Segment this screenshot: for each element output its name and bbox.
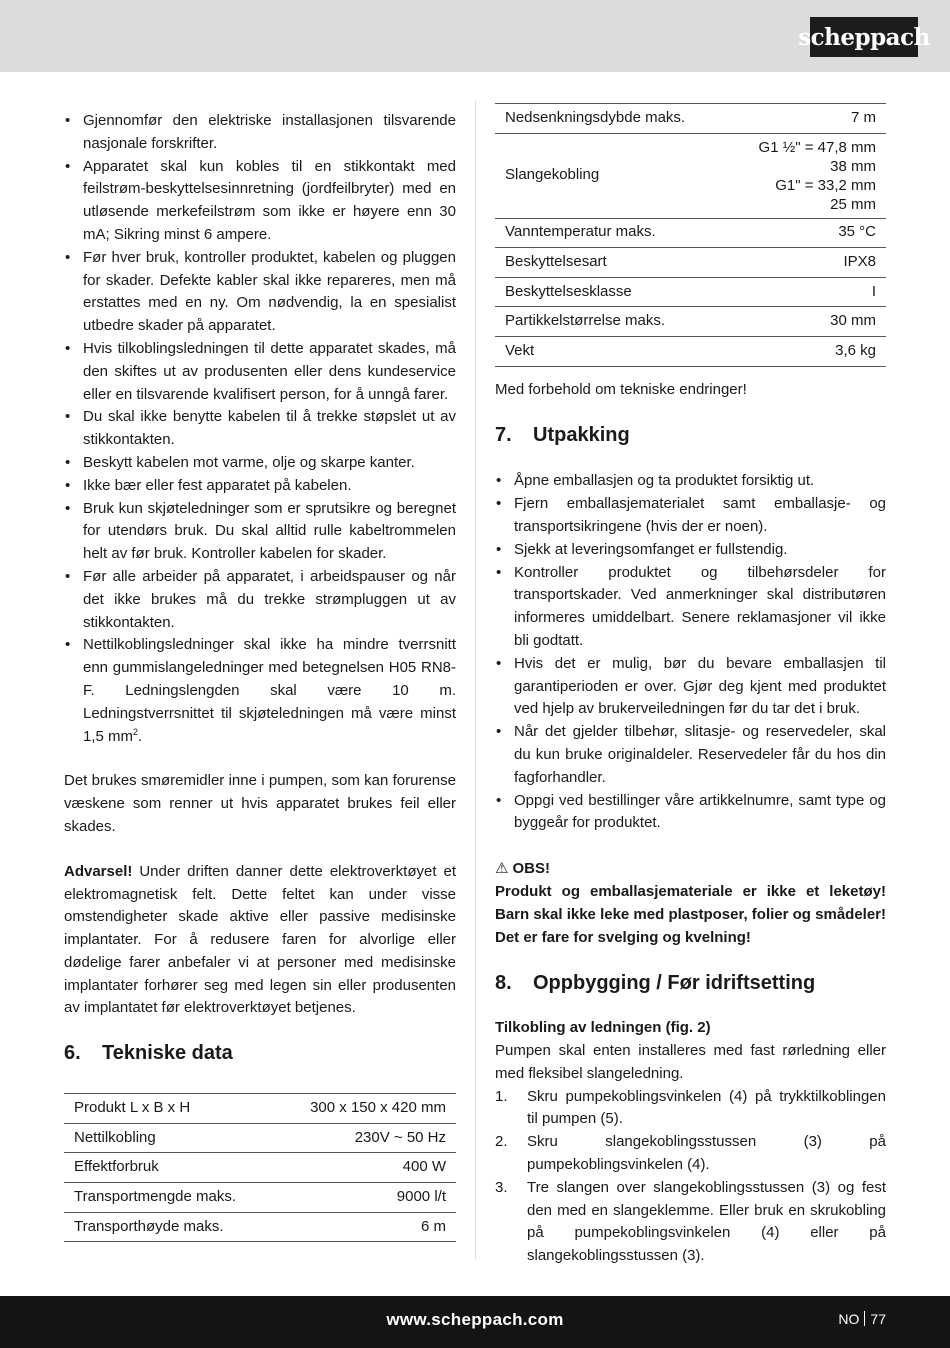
table-row bbox=[64, 1212, 456, 1242]
table-value: 9000 l/t bbox=[275, 1183, 456, 1213]
table-value: 400 W bbox=[275, 1153, 456, 1183]
step-number: 2. bbox=[495, 1133, 508, 1151]
list-item: • Før alle arbeider på apparatet, i arbeidspauser og når det ikke brukes må du trekke strømpluggen ut av stikkontakten. bbox=[64, 566, 456, 634]
table-value: I bbox=[727, 277, 886, 307]
list-item: • Ikke bær eller fest apparatet på kabelen. bbox=[64, 475, 456, 498]
hose-value-line: 38 mm bbox=[830, 157, 876, 175]
obs-heading bbox=[495, 857, 886, 881]
obs-text: Produkt og emballasjemateriale er ikke et leketøy! Barn skal ikke leke med plastposer, folier og smådeler! Det er fare for svelging og kvelning! bbox=[495, 882, 887, 946]
table-label: Transportmengde maks. bbox=[64, 1183, 275, 1213]
list-item bbox=[64, 634, 456, 748]
step-text: Skru slangekoblingsstussen (3) på pumpekoblingsvinkelen (4). bbox=[527, 1133, 886, 1174]
list-item: • Når det gjelder tilbehør, slitasje- og reservedeler, skal du kun bruke originaldeler. Reservedeler får du hos din fagforhandler. bbox=[495, 721, 886, 789]
unpacking-bullet-list bbox=[495, 470, 886, 835]
table-row bbox=[495, 277, 886, 307]
list-item: • Sjekk at leveringsomfanget er fullstendig. bbox=[495, 539, 886, 562]
list-item: • Du skal ikke benytte kabelen til å trekke støpslet ut av stikkontakten. bbox=[64, 406, 456, 452]
table-label: Vekt bbox=[495, 336, 727, 366]
hose-value-line: G1 ½" = 47,8 mm bbox=[758, 138, 876, 156]
page-separator bbox=[864, 1311, 865, 1326]
step-text: Tre slangen over slangekoblingsstussen (3) og fest den med en slangeklemme. Eller bruk en skrukobling på pumpekoblingsvinkelen (4) eller på slangekoblingsstussen (3). bbox=[527, 1178, 886, 1265]
warning-paragraph bbox=[64, 861, 456, 1021]
table-row bbox=[64, 1153, 456, 1183]
header-band bbox=[0, 0, 950, 72]
table-label: Nettilkobling bbox=[64, 1123, 275, 1153]
table-row bbox=[495, 218, 886, 248]
table-label: Transporthøyde maks. bbox=[64, 1212, 275, 1242]
table-value: 30 mm bbox=[727, 307, 886, 337]
table-label: Nedsenkningsdybde maks. bbox=[495, 104, 727, 134]
section-number: 6. bbox=[64, 1042, 81, 1065]
table-row bbox=[64, 1123, 456, 1153]
table-row bbox=[495, 336, 886, 366]
hose-value-line: G1" = 33,2 mm bbox=[775, 176, 876, 194]
table-label: Beskyttelsesklasse bbox=[495, 277, 727, 307]
step-list bbox=[495, 1086, 886, 1268]
list-item: • Før hver bruk, kontroller produktet, kabelen og pluggen for skader. Defekte kabler skal ikke repareres, men må erstattes med en ny. Om nødvendig, la en spesialist utbedre skader på apparatet. bbox=[64, 247, 456, 338]
page-number: 77 bbox=[870, 1311, 886, 1327]
list-item bbox=[495, 1086, 886, 1132]
section-number: 8. bbox=[495, 972, 512, 995]
list-item: • Hvis tilkoblingsledningen til dette apparatet skades, må den skiftes ut av produsenten eller dens kundeservice eller en tilsvarende kvalifisert person, for å unngå farer. bbox=[64, 338, 456, 406]
footer-band bbox=[0, 1296, 950, 1348]
list-item: • Hvis det er mulig, bør du bevare emballasjen til garantiperioden er over. Gjør deg kjent med produktet ved hjelp av brukerveiledningen før du tar det i bruk. bbox=[495, 653, 886, 721]
table-value: 3,6 kg bbox=[727, 336, 886, 366]
scheppach-logo: scheppach bbox=[810, 17, 918, 57]
section-title: Utpakking bbox=[533, 424, 630, 447]
reservation-note: Med forbehold om tekniske endringer! bbox=[495, 380, 747, 398]
list-item: • Oppgi ved bestillinger våre artikkelnumre, samt type og byggeår for produktet. bbox=[495, 790, 886, 836]
table-row bbox=[495, 133, 886, 218]
list-item: • Gjennomfør den elektriske installasjonen tilsvarende nasjonale forskrifter. bbox=[64, 110, 456, 156]
table-label: Beskyttelsesart bbox=[495, 248, 727, 278]
list-item bbox=[495, 1177, 886, 1268]
table-label: Slangekobling bbox=[495, 133, 727, 218]
section-6-heading bbox=[64, 1041, 456, 1065]
table-row bbox=[495, 104, 886, 134]
list-item: • Fjern emballasjematerialet samt emballasje- og transportsikringene (hvis der er noen). bbox=[495, 493, 886, 539]
table-label: Effektforbruk bbox=[64, 1153, 275, 1183]
list-item-text: Nettilkoblingsledninger skal ikke ha mindre tverrsnitt enn gummislangeledninger med betegnelsen H05 RN8-F. Ledningslengden skal være 10 m. Ledningstverrsnittet til skjøteledningen må være minst 1,5 mm bbox=[83, 636, 456, 745]
language-code: NO bbox=[838, 1311, 860, 1327]
right-column bbox=[495, 103, 886, 1268]
table-label: Produkt L x B x H bbox=[64, 1094, 275, 1124]
table-row bbox=[64, 1094, 456, 1124]
section-8-heading bbox=[495, 971, 886, 995]
tech-data-table-right bbox=[495, 103, 886, 367]
table-value: 6 m bbox=[275, 1212, 456, 1242]
list-item-end: . bbox=[138, 727, 143, 745]
left-column bbox=[64, 110, 456, 1242]
list-item: • Apparatet skal kun kobles til en stikkontakt med feilstrøm-beskyttelsesinnretning (jordfeilbryter) med en utløsende merkefeilstrøm som ikke er høyere enn 30 mA; Sikring minst 6 ampere. bbox=[64, 156, 456, 247]
list-item: • Beskytt kabelen mot varme, olje og skarpe kanter. bbox=[64, 452, 456, 475]
safety-bullet-list bbox=[64, 110, 456, 748]
table-value: 7 m bbox=[727, 104, 886, 134]
hose-value-line: 25 mm bbox=[830, 195, 876, 213]
section-title: Oppbygging / Før idriftsetting bbox=[533, 972, 816, 995]
table-value: 230V ~ 50 Hz bbox=[275, 1123, 456, 1153]
section-7-heading bbox=[495, 423, 886, 447]
tech-data-table-left bbox=[64, 1093, 456, 1242]
warning-label: Advarsel! bbox=[64, 862, 133, 880]
step-number: 1. bbox=[495, 1087, 508, 1105]
table-row bbox=[64, 1183, 456, 1213]
section-number: 7. bbox=[495, 424, 512, 447]
sub-heading: Tilkobling av ledningen (fig. 2) bbox=[495, 1019, 711, 1037]
column-divider bbox=[475, 100, 476, 1260]
warning-triangle-icon: ⚠ bbox=[495, 859, 509, 878]
table-label: Partikkelstørrelse maks. bbox=[495, 307, 727, 337]
intro-paragraph: Pumpen skal enten installeres med fast rørledning eller med fleksibel slangeledning. bbox=[495, 1042, 886, 1082]
table-value: 35 °C bbox=[727, 218, 886, 248]
step-number: 3. bbox=[495, 1178, 508, 1196]
list-item bbox=[495, 1131, 886, 1177]
page-indicator bbox=[838, 1311, 886, 1327]
warning-text: Under driften danner dette elektroverktøyet et elektromagnetisk felt. Dette feltet kan under visse omstendigheter skade aktive eller passive medisinske implantater. For å redusere faren for alvorlige eller dødelige farer anbefaler vi at personer med medisinske implantater forhører seg med legen sin eller produsenten av implantatet før elektroverktøyet betjenes. bbox=[64, 862, 456, 1017]
table-row bbox=[495, 248, 886, 278]
footer-url: www.scheppach.com bbox=[386, 1310, 564, 1329]
table-label: Vanntemperatur maks. bbox=[495, 218, 727, 248]
table-value bbox=[727, 133, 886, 218]
table-value: IPX8 bbox=[727, 248, 886, 278]
step-text: Skru pumpekoblingsvinkelen (4) på trykktilkoblingen til pumpen (5). bbox=[527, 1087, 886, 1128]
lubricant-paragraph: Det brukes smøremidler inne i pumpen, som kan forurense væskene som renner ut hvis apparatet brukes feil eller skades. bbox=[64, 772, 456, 835]
table-row bbox=[495, 307, 886, 337]
obs-title: OBS! bbox=[512, 860, 550, 878]
list-item: • Åpne emballasjen og ta produktet forsiktig ut. bbox=[495, 470, 886, 493]
table-value: 300 x 150 x 420 mm bbox=[275, 1094, 456, 1124]
section-title: Tekniske data bbox=[102, 1042, 233, 1065]
list-item: • Kontroller produktet og tilbehørsdeler for transportskader. Ved anmerkninger skal distributøren informeres umiddelbart. Senere reklamasjoner vil ikke bli godtatt. bbox=[495, 562, 886, 653]
list-item: • Bruk kun skjøteledninger som er sprutsikre og beregnet for utendørs bruk. Du skal alltid rulle kabeltrommelen helt av før bruk. Kontroller kabelen for skader. bbox=[64, 498, 456, 566]
superscript: 2 bbox=[133, 726, 139, 737]
